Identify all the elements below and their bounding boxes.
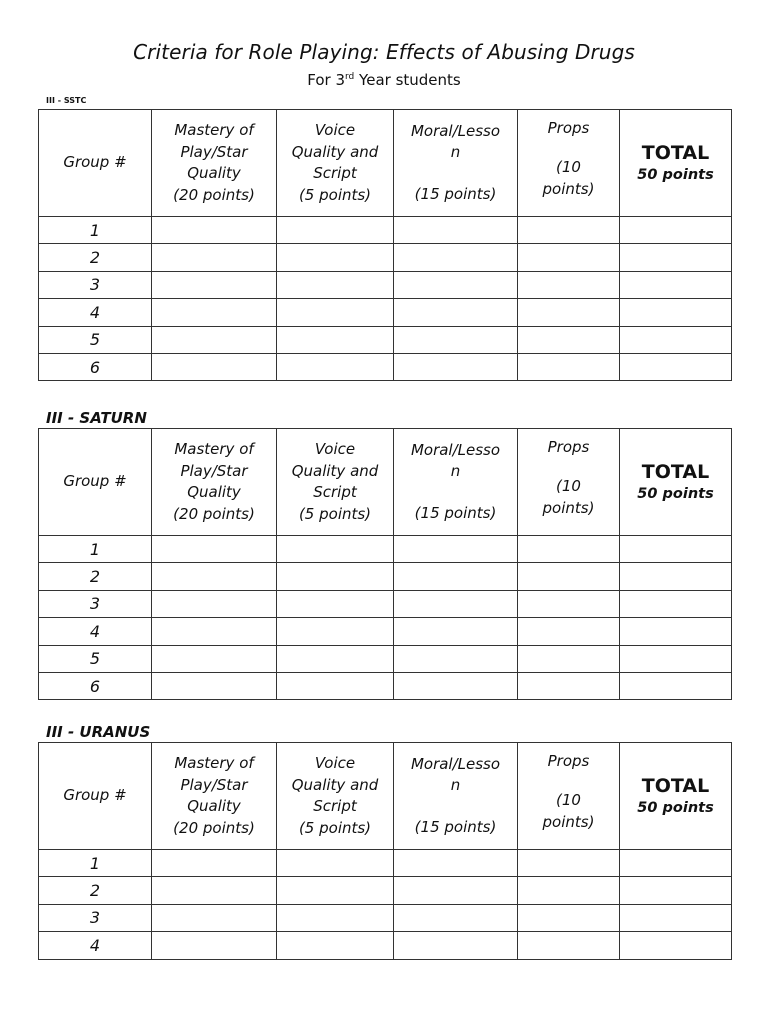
group-number-cell: 5 — [39, 326, 152, 353]
moral-score-cell[interactable] — [394, 932, 518, 959]
header-line: Props — [547, 751, 590, 770]
group-number-cell: 1 — [39, 217, 152, 244]
voice-score-cell[interactable] — [277, 590, 394, 617]
header-line: Script — [313, 483, 357, 501]
props-score-cell[interactable] — [518, 877, 620, 904]
group-number-cell: 1 — [39, 850, 152, 877]
table-row — [39, 590, 732, 617]
total-label: TOTAL — [641, 461, 710, 483]
moral-score-cell[interactable] — [394, 271, 518, 298]
header-line: Quality — [187, 797, 241, 815]
props-score-cell[interactable] — [518, 299, 620, 326]
voice-score-cell[interactable] — [277, 877, 394, 904]
mastery-score-cell[interactable] — [152, 932, 277, 959]
mastery-score-cell[interactable] — [152, 904, 277, 931]
moral-header — [394, 743, 518, 850]
group-number-cell: 2 — [39, 244, 152, 271]
header-line: Mastery of — [174, 440, 254, 458]
moral-score-cell[interactable] — [394, 850, 518, 877]
header-line: (15 points) — [414, 184, 497, 203]
moral-header — [394, 429, 518, 536]
group-number-cell: 6 — [39, 353, 152, 380]
header-row — [39, 110, 732, 217]
total-score-cell[interactable] — [620, 672, 732, 699]
moral-score-cell[interactable] — [394, 904, 518, 931]
voice-score-cell[interactable] — [277, 672, 394, 699]
table-row — [39, 645, 732, 672]
rubric-table — [38, 109, 732, 381]
header-line: (5 points) — [298, 185, 372, 204]
header-line: Script — [313, 797, 357, 815]
voice-score-cell[interactable] — [277, 904, 394, 931]
total-score-cell[interactable] — [620, 590, 732, 617]
moral-score-cell[interactable] — [394, 618, 518, 645]
table-row — [39, 672, 732, 699]
props-score-cell[interactable] — [518, 536, 620, 563]
total-score-cell[interactable] — [620, 299, 732, 326]
voice-score-cell[interactable] — [277, 244, 394, 271]
moral-score-cell[interactable] — [394, 590, 518, 617]
voice-score-cell[interactable] — [277, 618, 394, 645]
total-score-cell[interactable] — [620, 904, 732, 931]
section-label: III - SSTC — [46, 96, 87, 105]
total-score-cell[interactable] — [620, 536, 732, 563]
header-line: (5 points) — [298, 818, 372, 837]
section-label: III - URANUS — [46, 723, 151, 741]
props-score-cell[interactable] — [518, 353, 620, 380]
total-score-cell[interactable] — [620, 563, 732, 590]
subtitle-superscript: rd — [345, 72, 355, 82]
voice-score-cell[interactable] — [277, 536, 394, 563]
table-row — [39, 904, 732, 931]
mastery-score-cell[interactable] — [152, 877, 277, 904]
header-text: Group # — [63, 472, 127, 491]
header-line: n — [450, 462, 461, 481]
total-score-cell[interactable] — [620, 932, 732, 959]
props-score-cell[interactable] — [518, 244, 620, 271]
total-score-cell[interactable] — [620, 618, 732, 645]
voice-score-cell[interactable] — [277, 271, 394, 298]
moral-score-cell[interactable] — [394, 645, 518, 672]
table-row — [39, 271, 732, 298]
mastery-score-cell[interactable] — [152, 217, 277, 244]
table-row — [39, 244, 732, 271]
header-text: Group # — [63, 786, 127, 805]
group-number-cell: 6 — [39, 672, 152, 699]
mastery-score-cell[interactable] — [152, 353, 277, 380]
total-score-cell[interactable] — [620, 353, 732, 380]
header-line: (20 points) — [173, 185, 255, 204]
props-score-cell[interactable] — [518, 326, 620, 353]
total-points: 50 points — [637, 167, 714, 183]
group-number-header — [39, 743, 152, 850]
table-row — [39, 563, 732, 590]
props-score-cell[interactable] — [518, 850, 620, 877]
props-header — [518, 110, 620, 217]
props-score-cell[interactable] — [518, 563, 620, 590]
voice-score-cell[interactable] — [277, 932, 394, 959]
mastery-score-cell[interactable] — [152, 299, 277, 326]
group-number-cell: 3 — [39, 590, 152, 617]
voice-score-cell[interactable] — [277, 217, 394, 244]
props-header — [518, 429, 620, 536]
table-row — [39, 877, 732, 904]
moral-score-cell[interactable] — [394, 326, 518, 353]
table-row — [39, 536, 732, 563]
header-text: Group # — [63, 153, 127, 172]
table-row — [39, 299, 732, 326]
total-label: TOTAL — [641, 775, 710, 797]
header-line: Quality and — [291, 775, 379, 794]
props-score-cell[interactable] — [518, 904, 620, 931]
header-line: (20 points) — [173, 504, 255, 523]
moral-score-cell[interactable] — [394, 877, 518, 904]
header-line: Quality — [187, 483, 241, 501]
mastery-score-cell[interactable] — [152, 672, 277, 699]
header-row — [39, 429, 732, 536]
header-line: Voice — [314, 754, 356, 772]
group-number-cell: 5 — [39, 645, 152, 672]
mastery-header — [152, 429, 277, 536]
mastery-score-cell[interactable] — [152, 590, 277, 617]
moral-score-cell[interactable] — [394, 536, 518, 563]
header-line: Quality and — [291, 142, 379, 161]
header-line: points) — [542, 179, 595, 198]
table-row — [39, 326, 732, 353]
header-line: Play/Star — [180, 461, 248, 480]
header-line: Voice — [314, 121, 356, 139]
mastery-score-cell[interactable] — [152, 326, 277, 353]
group-number-cell: 1 — [39, 536, 152, 563]
moral-score-cell[interactable] — [394, 672, 518, 699]
header-line: Play/Star — [180, 142, 248, 161]
voice-score-cell[interactable] — [277, 299, 394, 326]
props-score-cell[interactable] — [518, 217, 620, 244]
mastery-score-cell[interactable] — [152, 618, 277, 645]
moral-score-cell[interactable] — [394, 244, 518, 271]
header-line: Mastery of — [174, 121, 254, 139]
props-score-cell[interactable] — [518, 672, 620, 699]
group-number-cell: 2 — [39, 563, 152, 590]
document-subtitle — [0, 71, 768, 89]
total-score-cell[interactable] — [620, 217, 732, 244]
header-line: (20 points) — [173, 818, 255, 837]
group-number-header — [39, 110, 152, 217]
header-line: Moral/Lesso — [410, 754, 501, 773]
total-score-cell[interactable] — [620, 244, 732, 271]
voice-score-cell[interactable] — [277, 850, 394, 877]
total-score-cell[interactable] — [620, 326, 732, 353]
props-score-cell[interactable] — [518, 271, 620, 298]
mastery-header — [152, 110, 277, 217]
header-line: Play/Star — [180, 775, 248, 794]
rubric-table — [38, 428, 732, 700]
header-line: Voice — [314, 440, 356, 458]
header-line: Quality — [187, 164, 241, 182]
moral-header — [394, 110, 518, 217]
header-line: Script — [313, 164, 357, 182]
header-line: Moral/Lesso — [410, 440, 501, 459]
header-line: (10 — [556, 158, 581, 177]
header-line: n — [450, 143, 461, 162]
total-score-cell[interactable] — [620, 645, 732, 672]
voice-score-cell[interactable] — [277, 326, 394, 353]
header-line: n — [450, 776, 461, 795]
table-row — [39, 850, 732, 877]
mastery-score-cell[interactable] — [152, 536, 277, 563]
mastery-score-cell[interactable] — [152, 244, 277, 271]
header-row — [39, 743, 732, 850]
header-line: Props — [547, 118, 590, 137]
group-number-cell: 4 — [39, 299, 152, 326]
group-number-cell: 3 — [39, 904, 152, 931]
table-row — [39, 353, 732, 380]
total-header — [620, 110, 732, 217]
voice-header — [277, 110, 394, 217]
props-header — [518, 743, 620, 850]
header-line: (10 — [556, 477, 581, 496]
header-line: (10 — [556, 791, 581, 810]
table-row — [39, 618, 732, 645]
voice-header — [277, 743, 394, 850]
moral-score-cell[interactable] — [394, 217, 518, 244]
subtitle-prefix: For 3 — [307, 71, 346, 89]
subtitle-suffix: Year students — [354, 71, 461, 89]
moral-score-cell[interactable] — [394, 353, 518, 380]
mastery-score-cell[interactable] — [152, 850, 277, 877]
header-line: (15 points) — [414, 817, 497, 836]
rubric-table — [38, 742, 732, 960]
voice-score-cell[interactable] — [277, 563, 394, 590]
header-line: (5 points) — [298, 504, 372, 523]
table-row — [39, 217, 732, 244]
header-line: points) — [542, 812, 595, 831]
header-line: Quality and — [291, 461, 379, 480]
table-row — [39, 932, 732, 959]
header-line: Props — [547, 437, 590, 456]
mastery-score-cell[interactable] — [152, 645, 277, 672]
header-line: (15 points) — [414, 503, 497, 522]
moral-score-cell[interactable] — [394, 299, 518, 326]
voice-score-cell[interactable] — [277, 645, 394, 672]
props-score-cell[interactable] — [518, 590, 620, 617]
voice-score-cell[interactable] — [277, 353, 394, 380]
props-score-cell[interactable] — [518, 932, 620, 959]
group-number-cell: 3 — [39, 271, 152, 298]
group-number-header — [39, 429, 152, 536]
header-line: Moral/Lesso — [410, 121, 501, 140]
group-number-cell: 4 — [39, 932, 152, 959]
section-label: III - SATURN — [46, 409, 147, 427]
document-title: Criteria for Role Playing: Effects of Abusing Drugs — [133, 40, 635, 64]
total-score-cell[interactable] — [620, 877, 732, 904]
total-label: TOTAL — [641, 142, 710, 164]
total-points: 50 points — [637, 486, 714, 502]
total-score-cell[interactable] — [620, 271, 732, 298]
total-header — [620, 429, 732, 536]
header-line: Mastery of — [174, 754, 254, 772]
total-header — [620, 743, 732, 850]
group-number-cell: 2 — [39, 877, 152, 904]
mastery-score-cell[interactable] — [152, 563, 277, 590]
mastery-score-cell[interactable] — [152, 271, 277, 298]
props-score-cell[interactable] — [518, 645, 620, 672]
header-line: points) — [542, 498, 595, 517]
total-score-cell[interactable] — [620, 850, 732, 877]
group-number-cell: 4 — [39, 618, 152, 645]
props-score-cell[interactable] — [518, 618, 620, 645]
moral-score-cell[interactable] — [394, 563, 518, 590]
mastery-header — [152, 743, 277, 850]
total-points: 50 points — [637, 800, 714, 816]
voice-header — [277, 429, 394, 536]
